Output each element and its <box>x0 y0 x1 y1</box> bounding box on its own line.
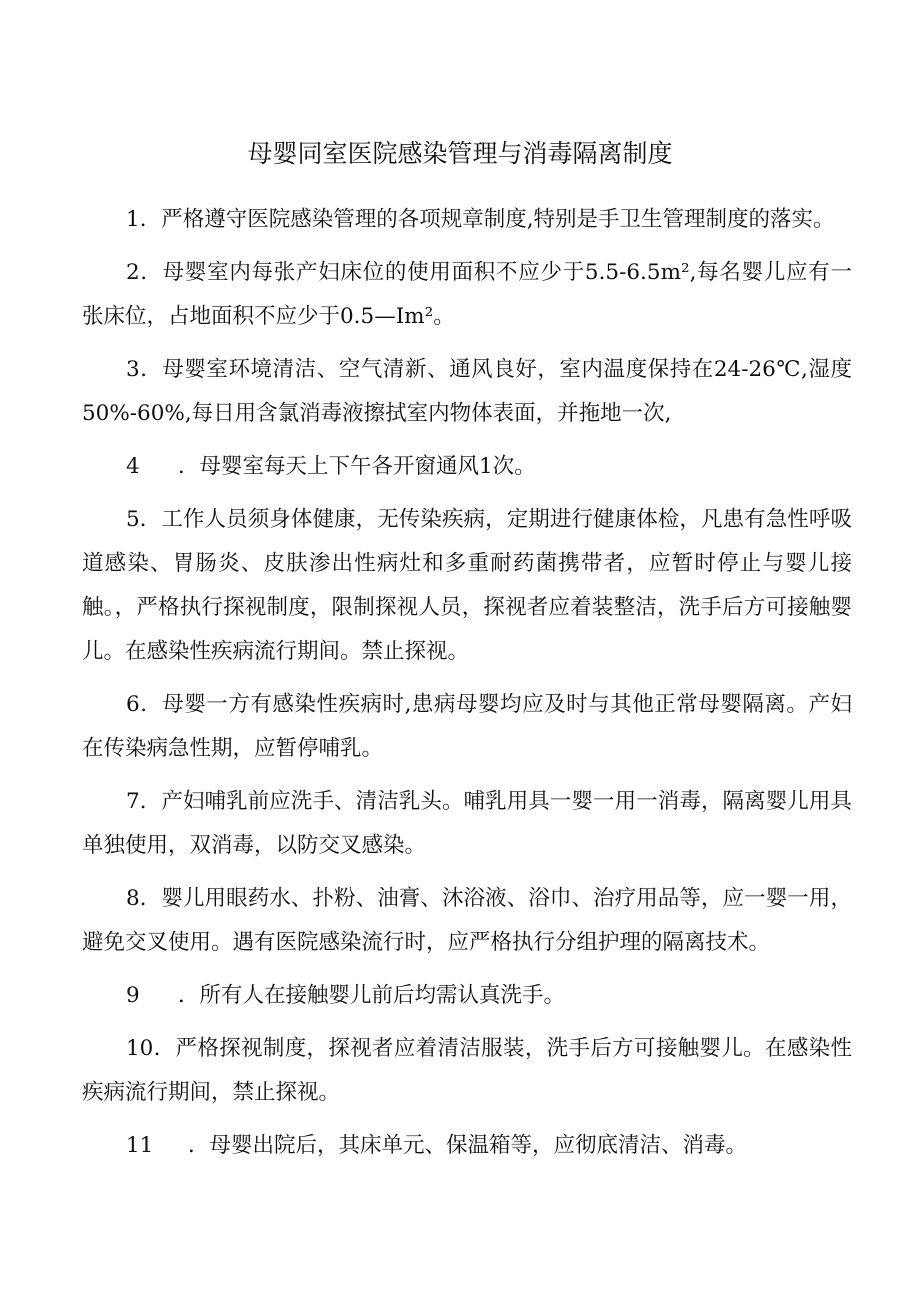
item-separator: ． <box>188 1133 210 1158</box>
item-number: 6 <box>126 692 140 717</box>
item-separator: ． <box>178 983 200 1008</box>
item-text: 母婴室环境清洁、空气清新、通风良好，室内温度保持在24-26℃,湿度50%-60%,每日用含氯消毒液擦拭室内物体表面，并拖地一次, <box>82 357 852 426</box>
document-title: 母婴同室医院感染管理与消毒隔离制度 <box>247 139 673 168</box>
item-text: 母婴室每天上下午各开窗通风1次。 <box>199 454 536 479</box>
item-separator: ． <box>139 207 162 232</box>
item-number: 2 <box>126 260 140 285</box>
item-number: 9 <box>126 983 140 1008</box>
item-number: 1 <box>126 207 140 232</box>
list-item-11 <box>82 1124 852 1168</box>
list-item-7 <box>82 780 852 868</box>
item-separator: ． <box>139 886 162 911</box>
list-item-2 <box>82 251 852 339</box>
item-text: 母婴一方有感染性疾病时,患病母婴均应及时与其他正常母婴隔离。产妇在传染病急性期，应暂停哺乳。 <box>82 692 852 761</box>
item-text: 婴儿用眼药水、扑粉、油膏、沐浴液、浴巾、治疗用品等，应一婴一用，避免交叉使用。遇有医院感染流行时，应严格执行分组护理的隔离技术。 <box>82 886 852 955</box>
list-item-1 <box>82 198 852 242</box>
item-separator: ． <box>153 1036 176 1061</box>
item-separator: ． <box>139 789 162 814</box>
item-separator: ． <box>139 357 163 382</box>
list-item-3 <box>82 348 852 436</box>
item-separator: ． <box>178 454 200 479</box>
item-text: 严格遵守医院感染管理的各项规章制度,特别是手卫生管理制度的落实。 <box>161 207 835 232</box>
item-separator: ． <box>139 260 163 285</box>
list-item-6 <box>82 683 852 771</box>
list-item-8 <box>82 877 852 965</box>
list-item-10 <box>82 1027 852 1115</box>
item-number: 7 <box>126 789 140 814</box>
item-text: 母婴出院后，其床单元、保温箱等，应彻底清洁、消毒。 <box>209 1133 748 1158</box>
item-number: 8 <box>126 886 140 911</box>
list-item-5 <box>82 498 852 674</box>
item-number: 3 <box>126 357 140 382</box>
item-number: 10 <box>126 1036 154 1061</box>
item-number: 4 <box>126 454 140 479</box>
list-item-9 <box>82 974 852 1018</box>
document-body <box>82 198 852 1177</box>
item-text: 产妇哺乳前应洗手、清洁乳头。哺乳用具一婴一用一消毒，隔离婴儿用具单独使用，双消毒，以防交叉感染。 <box>82 789 852 858</box>
item-separator: ． <box>139 692 163 717</box>
item-text: 所有人在接触婴儿前后均需认真洗手。 <box>199 983 566 1008</box>
item-number: 11 <box>126 1133 154 1158</box>
item-text: 工作人员须身体健康，无传染疾病，定期进行健康体检，凡患有急性呼吸道感染、胃肠炎、皮肤渗出性病灶和多重耐药菌携带者，应暂时停止与婴儿接触。，严格执行探视制度，限制探视人员，探视者应着装整洁，洗手后方可接触婴儿。在感染性疾病流行期间。禁止探视。 <box>82 507 852 664</box>
list-item-4 <box>82 445 852 489</box>
item-text: 母婴室内每张产妇床位的使用面积不应少于5.5-6.5m²,每名婴儿应有一张床位，占地面积不应少于0.5—Im²。 <box>82 260 852 329</box>
item-number: 5 <box>126 507 140 532</box>
item-separator: ． <box>139 507 162 532</box>
item-text: 严格探视制度，探视者应着清洁服装，洗手后方可接触婴儿。在感染性疾病流行期间，禁止探视。 <box>82 1036 852 1105</box>
